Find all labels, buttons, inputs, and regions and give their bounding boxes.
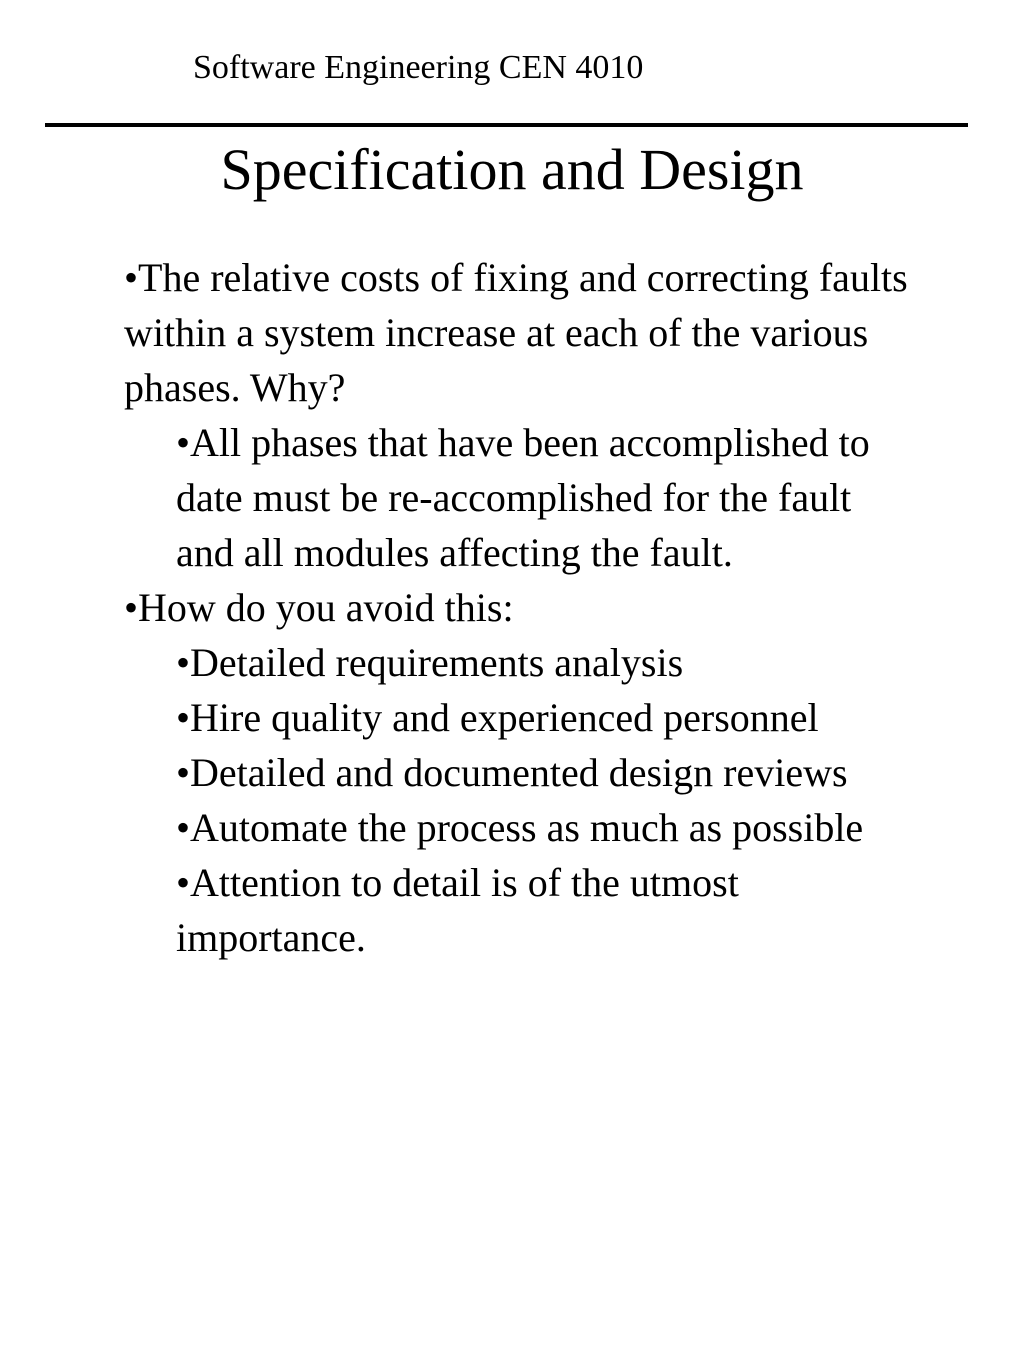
bullet-item: •How do you avoid this: [124, 585, 514, 630]
header-divider [45, 123, 968, 127]
sub-bullet-item: •Attention to detail is of the utmost importance. [176, 860, 739, 960]
course-header: Software Engineering CEN 4010 [193, 49, 644, 86]
sub-bullet-item: •Hire quality and experienced personnel [176, 695, 819, 740]
slide-title: Specification and Design [220, 137, 804, 202]
bullet-item: •The relative costs of fixing and correcting faults within a system increase at each of the various phases. Why? [124, 255, 908, 410]
sub-bullet-item: •All phases that have been accomplished to date must be re-accomplished for the fault and all modules affecting the fault. [176, 420, 870, 575]
sub-bullet-item: •Detailed requirements analysis [176, 640, 684, 685]
sub-bullet-item: •Automate the process as much as possible [176, 805, 864, 850]
sub-bullet-item: •Detailed and documented design reviews [176, 750, 848, 795]
bullet-list [124, 250, 924, 965]
